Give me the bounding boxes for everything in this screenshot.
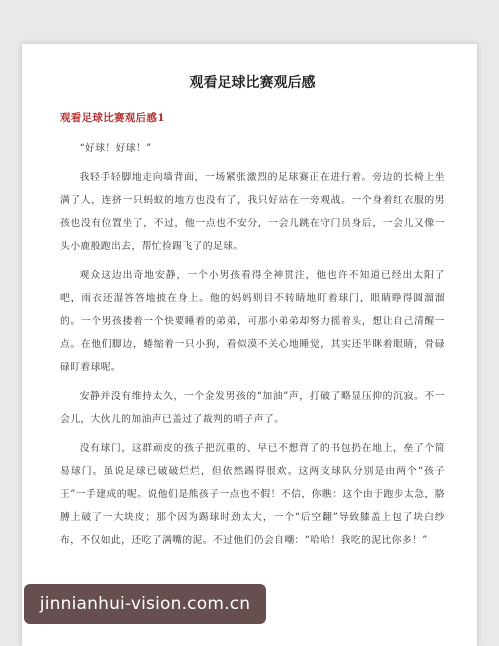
paragraph-2: 我轻手轻脚地走向墙背面，一场紧张激烈的足球赛正在进行着。旁边的长椅上坐满了人，连挤一只蚂蚁的地方也没有了，我只好站在一旁观战。一个身着红衣服的男孩也没有位置坐了，不过，他一点也不安分，一会儿跳在守门员身后，一会儿又像一头小鹿般跑出去，帮忙捡踢飞了的足球。	[60, 172, 445, 252]
document-title: 观看足球比赛观后感	[189, 75, 316, 91]
document-page	[22, 44, 477, 646]
paragraph-1: “好球！好球！”	[79, 143, 152, 154]
paragraph-5: 没有球门，这群顽皮的孩子把沉重的、早已不想背了的书包扔在地上，垒了个简易球门。虽说足球已破破烂烂，但依然踢得很欢。这两支球队分别是由两个“孩子王”一手建成的呢。说他们是熊孩子一点也不假！不信，你瞧：这个由于跑步太急，胳膊上破了一大块皮；那个因为踢球时劲太大，一个“后空翻”导致膝盖上包了块白纱布，不仅如此，还吃了满嘴的泥。不过他们仍会自嘲：“哈哈！我吃的泥比你多！”	[60, 443, 445, 546]
section-title: 观看足球比赛观后感1	[60, 112, 165, 124]
paragraph-4: 安静并没有维持太久，一个金发男孩的“加油”声，打破了略显压抑的沉寂。不一会儿，大伙儿的加油声已盖过了裁判的哨子声了。	[60, 391, 445, 425]
watermark-badge: jinnianhui-vision.com.cn	[24, 584, 266, 624]
document-content	[60, 72, 445, 558]
paragraph-3: 观众这边出奇地安静，一个小男孩看得全神贯注，他也许不知道已经出太阳了吧，雨衣还湿答答地披在身上。他的妈妈则目不转睛地盯着球门，眼睛睁得圆溜溜的。一个男孩搂着一个快要睡着的弟弟，可那小弟弟却努力摇着头，想让自己清醒一点。在他们脚边，蜷缩着一只小狗，看似漠不关心地睡觉，其实还半眯着眼睛，骨碌碌盯着球呢。	[60, 270, 445, 373]
